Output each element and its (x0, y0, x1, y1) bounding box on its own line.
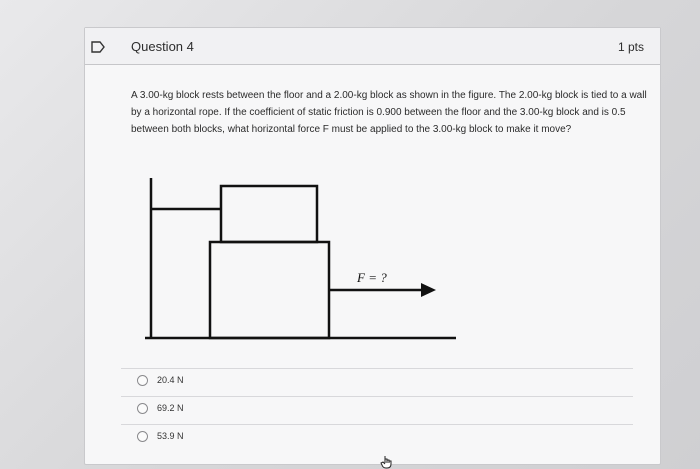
answer-label: 53.9 N (157, 431, 184, 441)
question-title: Question 4 (131, 39, 194, 54)
question-text: A 3.00-kg block rests between the floor and a 2.00-kg block as shown in the figure. The 2.00-kg block is tied to a wall by a horizontal rope. If the coefficient of static friction is 0.900 between the floor and the 3.00-kg block and is 0.5 between both blocks, what horizontal force F must be applied to the 3.00-kg block to make it move? (131, 90, 647, 135)
answer-label: 69.2 N (157, 403, 184, 413)
answer-label: 20.4 N (157, 375, 184, 385)
bottom-block (210, 242, 329, 338)
force-label: F = ? (357, 270, 387, 285)
radio-button[interactable] (137, 403, 148, 414)
answer-option[interactable] (121, 396, 633, 424)
blocks-figure (145, 175, 475, 375)
radio-button[interactable] (137, 431, 148, 442)
answer-list (121, 368, 633, 452)
hand-cursor-icon (380, 455, 394, 469)
force-arrow-head (421, 283, 436, 297)
flag-icon[interactable] (91, 41, 105, 53)
top-block (221, 186, 317, 242)
answer-option[interactable] (121, 368, 633, 396)
radio-button[interactable] (137, 375, 148, 386)
question-header (85, 28, 660, 65)
question-card (84, 27, 661, 465)
question-points: 1 pts (617, 40, 644, 54)
answer-option[interactable] (121, 424, 633, 452)
